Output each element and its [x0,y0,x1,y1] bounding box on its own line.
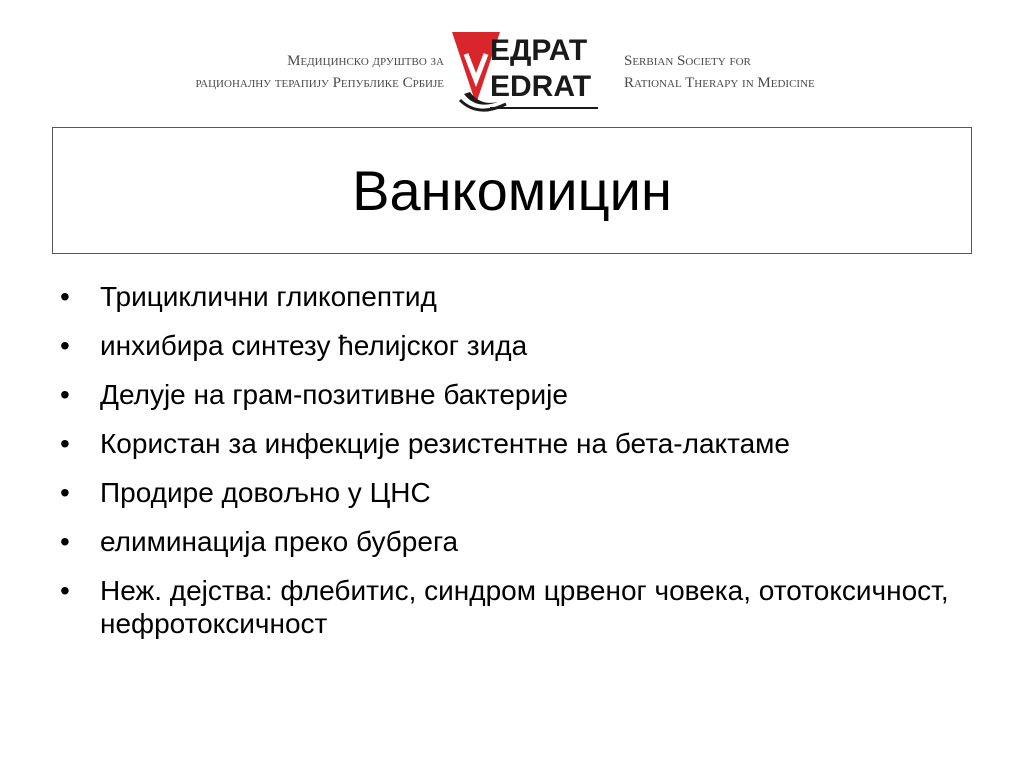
list-item [60,574,980,640]
list-item [60,378,980,411]
org-name-english [624,50,815,94]
bullet-icon: • [60,379,70,410]
org-name-english-line1: Serbian Society for [624,53,751,69]
bullet-icon: • [60,330,70,361]
bullet-text: инхибира синтезу ћелијског зида [100,330,528,361]
list-item [60,427,980,460]
org-name-serbian-line1: Медицинско друштво за [287,53,444,69]
org-name-serbian-line2: рационалну терапију Републике Србије [195,75,444,91]
list-item [60,476,980,509]
list-item [60,280,980,313]
bullet-text: Делује на грам-позитивне бактерије [100,379,568,410]
bullet-icon: • [60,526,70,557]
slide-header [0,0,1024,120]
org-name-english-line2: Rational Therapy in Medicine [624,75,815,91]
bullet-text: Продире довољно у ЦНС [100,477,431,508]
title-box [52,127,972,254]
bullet-list [60,280,980,656]
bullet-text: Користан за инфекције резистентне на бета-лактаме [100,428,790,459]
logo-text-cyrillic: ЕДРАТ [490,34,588,67]
bullet-icon: • [60,575,70,606]
bullet-icon: • [60,477,70,508]
bullet-icon: • [60,281,70,312]
bullet-text: Неж. дејства: флебитис, синдром црвеног човека, ототоксичност, нефротоксичност [100,575,949,639]
logo-text-latin: EDRAT [490,70,592,103]
bullet-icon: • [60,428,70,459]
bullet-text: Трициклични гликопептид [100,281,437,312]
org-name-serbian [195,50,444,94]
list-item [60,329,980,362]
bullet-text: елиминација преко бубрега [100,526,459,557]
list-item [60,525,980,558]
slide-title: Ванкомицин [352,159,672,222]
medrat-logo-icon [450,30,602,114]
